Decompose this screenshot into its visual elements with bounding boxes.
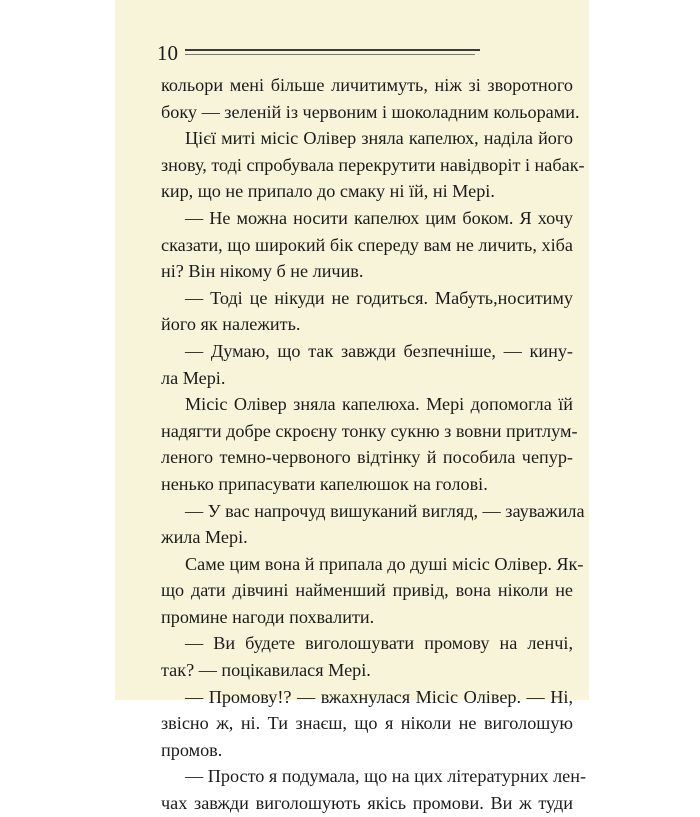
text-line: чах завжди виголошують якісь промови. Ви ж туди (161, 793, 573, 814)
text-line: промов. (161, 739, 223, 760)
body-text (161, 72, 587, 817)
text-line: боку — зеленій із червоним і шоколадним кольорами. (161, 101, 580, 122)
text-line: ні? Він нікому б не личив. (161, 261, 364, 282)
text-line: — Ви будете виголошувати промову на ленчі, (185, 633, 573, 654)
text-line: ненько припасувати капелюшок на голові. (161, 473, 488, 494)
text-line: кир, що не припало до смаку ні їй, ні Мері. (161, 181, 495, 202)
page-number: 10 (157, 41, 178, 65)
page-header (157, 35, 487, 65)
text-line: Місіс Олівер зняла капелюха. Мері допомогла їй (185, 394, 573, 415)
text-line: — У вас напрочуд вишуканий вигляд, — зауважила (185, 500, 585, 521)
text-line: сказати, що широкий бік спереду вам не личить, хіба (161, 234, 573, 255)
text-line: звісно ж, ні. Ти знаєш, що я ніколи не виголошую (161, 713, 573, 734)
text-line: леного темно-червоного відтінку й пособила чепур- (161, 447, 573, 468)
text-line: Саме цим вона й припала до душі місіс Олівер. Як- (185, 553, 584, 574)
header-rule-thin (185, 54, 475, 55)
text-line: — Не можна носити капелюх цим боком. Я хочу (185, 207, 573, 228)
text-line: промине нагоди похвалити. (161, 606, 375, 627)
text-line: — Тоді це нікуди не годиться. Мабуть,носитиму (185, 287, 573, 308)
text-line: кольори мені більше личитимуть, ніж зі зворотного (161, 75, 573, 95)
text-line: ла Мері. (161, 367, 226, 388)
book-page (115, 0, 589, 814)
text-line: що дати дівчині найменший привід, вона ніколи не (161, 580, 573, 601)
text-line: — Думаю, що так завжди безпечніше, — кину- (185, 340, 573, 361)
text-line: так? — поцікавилася Мері. (161, 660, 371, 681)
text-line: Цієї миті місіс Олівер зняла капелюх, наділа його (185, 128, 573, 149)
header-rule (185, 49, 480, 51)
text-line: жила Мері. (161, 527, 248, 548)
text-line: знову, тоді спробувала перекрутити навідворіт і набак- (161, 154, 585, 175)
text-line: надягти добре скроєну тонку сукню з вовни притлум- (161, 420, 578, 441)
text-line: — Промову!? — вжахнулася Місіс Олівер. — Ні, (185, 686, 573, 707)
text-line: його як належить. (161, 314, 301, 335)
text-line: — Просто я подумала, що на цих літературних лен- (185, 766, 587, 787)
